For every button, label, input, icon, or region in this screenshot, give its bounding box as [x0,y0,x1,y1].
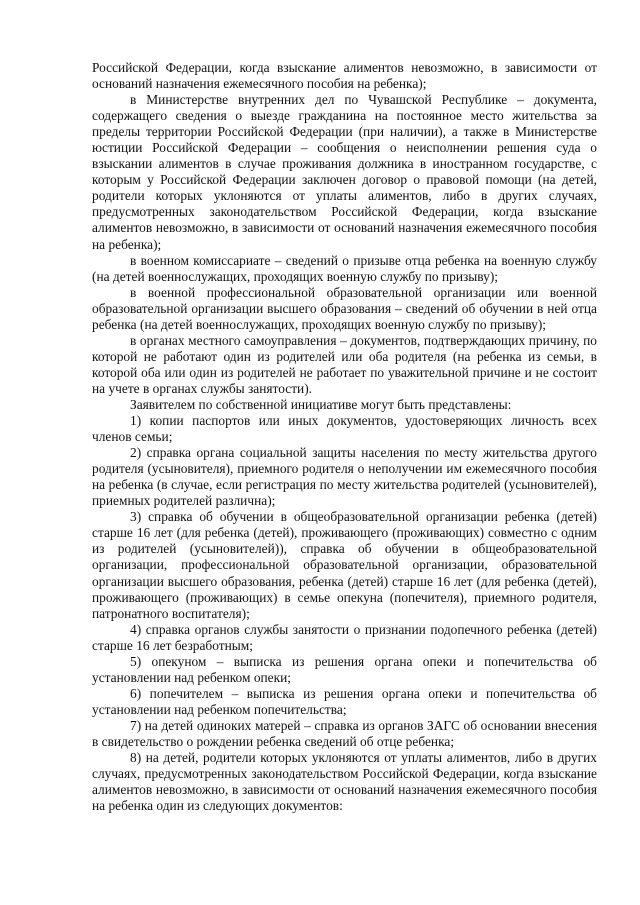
list-item-7: 7) на детей одиноких матерей – справка из органов ЗАГС об основании внесения в свидетельство о рождении ребенка сведений об отце ребенка; [92,717,597,749]
list-item-4: 4) справка органов службы занятости о признании подопечного ребенка (детей) старше 16 лет безработным; [92,621,597,653]
list-item-5: 5) опекуном – выписка из решения органа опеки и попечительства об установлении над ребенком опеки; [92,653,597,685]
document-page [92,60,597,814]
list-item-8: 8) на детей, родители которых уклоняются от уплаты алиментов, либо в других случаях, предусмотренных законодательством Российской Федерации, когда взыскание алиментов невозможно, в зависимости от оснований назначения ежемесячного пособия на ребенка один из следующих документов: [92,750,597,814]
list-item-2: 2) справка органа социальной защиты населения по месту жительства другого родителя (усыновителя), приемного родителя о неполучении им ежемесячного пособия на ребенка (в случае, если регистрация по месту жительства родителей (усыновителей), приемных родителей различна); [92,445,597,509]
paragraph-continuation: Российской Федерации, когда взыскание алиментов невозможно, в зависимости от оснований назначения ежемесячного пособия на ребенка); [92,60,597,92]
paragraph-military-commissariat: в военном комиссариате – сведений о призыве отца ребенка на военную службу (на детей военнослужащих, проходящих военную службу по призыву); [92,252,597,284]
list-item-6: 6) попечителем – выписка из решения органа опеки и попечительства об установлении над ребенком попечительства; [92,685,597,717]
paragraph-mvd-mju: в Министерстве внутренних дел по Чувашской Республике – документа, содержащего сведения о выезде гражданина на постоянное место жительства за пределы территории Российской Федерации (при наличии), а также в Министерстве юстиции Российской Федерации – сообщения о неисполнении решения суда о взыскании алиментов в случае проживания должника в иностранном государстве, с которым у Российской Федерации заключен договор о правовой помощи (на детей, родители которых уклоняются от уплаты алиментов, либо в других случаях, предусмотренных законодательством Российской Федерации, когда взыскание алиментов невозможно, в зависимости от оснований назначения ежемесячного пособия на ребенка); [92,92,597,252]
paragraph-military-education: в военной профессиональной образовательной организации или военной образовательной организации высшего образования – сведений об обучении в ней отца ребенка (на детей военнослужащих, проходящих военную службу по призыву); [92,284,597,332]
list-item-3: 3) справка об обучении в общеобразовательной организации ребенка (детей) старше 16 лет (для ребенка (детей), проживающего (проживающих) совместно с одним из родителей (усыновителей)), справка об обучении в общеобразовательной организации, профессиональной образовательной организации, образовательной организации высшего образования, ребенка (детей) старше 16 лет (для ребенка (детей), проживающего (проживающих) в семье опекуна (попечителя), приемного родителя, патронатного воспитателя); [92,509,597,621]
paragraph-local-government: в органах местного самоуправления – документов, подтверждающих причину, по которой не работают один из родителей или оба родителя (на ребенка из семьи, в которой оба или один из родителей не работает по уважительной причине и не состоит на учете в органах службы занятости). [92,332,597,396]
paragraph-applicant-initiative: Заявителем по собственной инициативе могут быть представлены: [130,396,512,412]
list-item-1: 1) копии паспортов или иных документов, удостоверяющих личность всех членов семьи; [92,413,597,445]
